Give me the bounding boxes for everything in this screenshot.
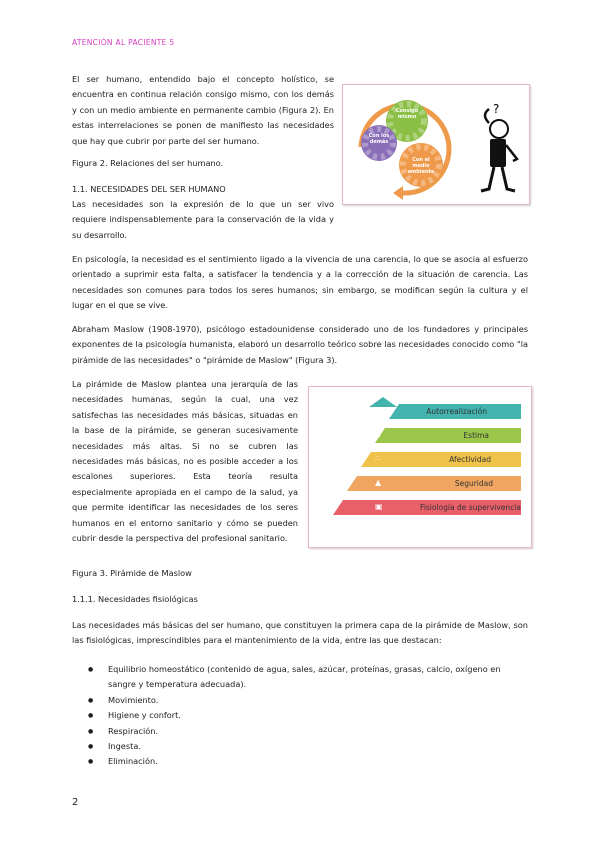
question-mark: ? bbox=[493, 102, 500, 116]
page-number: 2 bbox=[72, 797, 79, 808]
pyramid-level-icon: ▣ bbox=[375, 502, 383, 511]
gears-illustration bbox=[343, 85, 463, 204]
figure-3-maslow-pyramid bbox=[308, 386, 532, 548]
pyramid-level-label: Autorrealización bbox=[426, 407, 487, 416]
list-item: ● Higiene y confort. bbox=[88, 708, 528, 723]
running-header: ATENCIÓN AL PACIENTE 5 bbox=[72, 38, 175, 47]
psychology-paragraph: En psicología, la necesidad es el sentimiento ligado a la vivencia de una carencia, lo que se asocia al esfuerzo orientado a suprimir esta falta, a satisfacer la tendencia y a la corrección de la situación de carencia. Las necesidades son comunes para todos los seres humanos; sin embargo, se modifican según la cultura y el lugar en el que se vive. bbox=[72, 254, 528, 311]
pyramid-level-label: Seguridad bbox=[454, 479, 493, 488]
intro-paragraph: El ser humano, entendido bajo el concepto holístico, se encuentra en continua relación consigo mismo, con los demás y con un medio ambiente en permanente cambio (Figura 2). En estas interrelaciones se ponen de manifiesto las necesidades que hay que cubrir por parte del ser humano. bbox=[72, 74, 334, 146]
cycle-arrow-head bbox=[393, 186, 403, 200]
pyramid-level-band bbox=[375, 428, 521, 443]
list-item: ● Ingesta. bbox=[88, 739, 528, 754]
figure-2-relations bbox=[342, 84, 530, 205]
pyramid-level-icon: ▲ bbox=[375, 478, 382, 487]
pyramid-level-label: Afectividad bbox=[449, 455, 491, 464]
pyramid-level-icon: ♕ bbox=[375, 430, 383, 439]
subsection-heading: 1.1.1. Necesidades fisiológicas bbox=[72, 594, 198, 604]
pyramid-level-icon: ♦ bbox=[375, 406, 383, 415]
maslow-paragraph: Abraham Maslow (1908-1970), psicólogo estadounidense considerado uno de los fundadores y principales exponentes de la psicología humanista, elaboró un desarrollo teórico sobre las necesidades conocido como "la pirámide de las necesidades" o "pirámide de Maslow" (Figura 3). bbox=[72, 324, 528, 365]
figure-2-caption: Figura 2. Relaciones del ser humano. bbox=[72, 158, 224, 168]
pyramid-level-label: Fisiología de supervivencia bbox=[420, 503, 521, 512]
definition-paragraph: Las necesidades son la expresión de lo que un ser vivo requiere indispensablemente para la conservación de la vida y su desarrollo. bbox=[72, 199, 334, 240]
gear-others-label: Con los demás bbox=[368, 133, 390, 145]
section-heading: 1.1. NECESIDADES DEL SER HUMANO bbox=[72, 184, 226, 194]
gear-environment-label: Con el medio ambiente bbox=[407, 157, 435, 175]
pyramid-paragraph: La pirámide de Maslow plantea una jerarquía de las necesidades humanas, según la cual, una vez satisfechas las necesidades más básicas, situadas en la base de la pirámide, se generan sucesivamente necesidades más altas. Si no se cubren las necesidades más básicas, no es posible acceder a los escalones superiores. Esta teoría resulta especialmente apropiada en el campo de la salud, ya que permite identificar las necesidades de los seres humanos en el entorno sanitario y cómo se pueden cubrir desde la perspectiva del profesional sanitario. bbox=[72, 379, 298, 544]
physiological-needs-list bbox=[88, 662, 528, 770]
pyramid-apex bbox=[369, 397, 397, 407]
pyramid-level-icon: ∴ bbox=[375, 454, 381, 463]
figure-3-caption: Figura 3. Pirámide de Maslow bbox=[72, 568, 192, 578]
pyramid-level-label: Estima bbox=[463, 431, 489, 440]
list-item: ● Movimiento. bbox=[88, 693, 528, 708]
pyramid-level-band bbox=[361, 452, 521, 467]
list-item: ● Eliminación. bbox=[88, 754, 528, 769]
list-item: ● Respiración. bbox=[88, 724, 528, 739]
gear-self-label: Consigo mismo bbox=[395, 108, 419, 120]
thinking-person-icon bbox=[463, 89, 527, 199]
physiological-paragraph: Las necesidades más básicas del ser humano, que constituyen la primera capa de la pirámide de Maslow, son las fisiológicas, imprescindibles para el mantenimiento de la vida, entre las que destacan: bbox=[72, 620, 528, 646]
list-item: ● Equilibrio homeostático (contenido de agua, sales, azúcar, proteínas, grasas, calcio, oxígeno en sangre y temperatura adecuada). bbox=[88, 662, 528, 693]
pyramid-level-band bbox=[347, 476, 521, 491]
